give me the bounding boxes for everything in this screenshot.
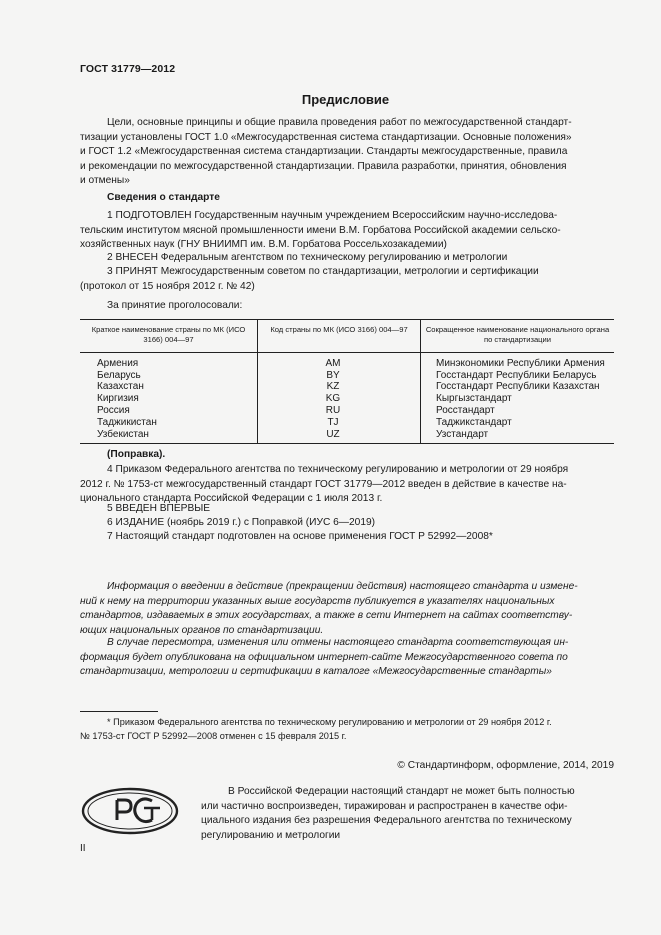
- revision-italic-paragraph: [80, 636, 615, 680]
- intro-line: и рекомендации по межгосударственной стандартизации. Правила разработки, принятия, обновления: [80, 160, 567, 172]
- header-country-code: Код страны по МК (ИСО 3166) 004—97: [258, 320, 421, 353]
- country-name-cell: Казахстан: [97, 381, 144, 393]
- country-code-cell: BY: [258, 370, 421, 382]
- voted-label: За принятие проголосовали:: [107, 300, 243, 311]
- country-name-cell: Беларусь: [97, 369, 141, 381]
- italic-line: Информация о введении в действие (прекращении действия) настоящего стандарта и измене-: [107, 581, 578, 592]
- item-3: [80, 265, 615, 294]
- footnote-line: № 1753-ст ГОСТ Р 52992—2008 отменен с 15 февраля 2015 г.: [80, 730, 347, 741]
- intro-line: и ГОСТ 1.2 «Межгосударственная система стандартизации. Стандарты межгосударственные, правила: [80, 146, 568, 158]
- info-italic-paragraph: [80, 580, 615, 638]
- country-code-cell: TJ: [258, 417, 421, 429]
- item-line: 2012 г. № 1753-ст межгосударственный стандарт ГОСТ 31779—2012 введен в действие в качестве на-: [80, 478, 567, 490]
- standard-code-header: ГОСТ 31779—2012: [80, 63, 176, 75]
- item-5: [80, 502, 615, 517]
- italic-line: В случае пересмотра, изменения или отмены настоящего стандарта соответствующая ин-: [107, 637, 569, 648]
- notice-line: циального издания без разрешения Федерального агентства по техническому: [201, 815, 572, 827]
- info-heading: Сведения о стандарте: [107, 192, 220, 203]
- item-line: 5 ВВЕДЕН ВПЕРВЫЕ: [107, 503, 211, 514]
- item-line: 1 ПОДГОТОВЛЕН Государственным научным учреждением Всероссийским научно-исследова-: [107, 210, 558, 221]
- country-code-cell: AM: [258, 352, 421, 369]
- standards-body-cell: Узстандарт: [421, 429, 615, 444]
- header-country-name: Краткое наименование страны по МК (ИСО 3166) 004—97: [80, 320, 258, 353]
- table-row: [80, 370, 614, 382]
- country-name-cell: Армения: [97, 357, 139, 369]
- table-row: [80, 405, 614, 417]
- table-row: [80, 352, 614, 369]
- intro-paragraph: [80, 116, 615, 189]
- footnote: [80, 716, 615, 743]
- footnote-separator: [80, 711, 158, 712]
- item-line: 7 Настоящий стандарт подготовлен на основе применения ГОСТ Р 52992—2008*: [107, 531, 493, 542]
- italic-line: стандартов, издаваемых в этих государствах, а также в сети Интернет на сайтах соответству-: [80, 610, 573, 622]
- item-1: [80, 209, 615, 253]
- reproduction-notice: [201, 785, 614, 843]
- country-name-cell: Россия: [97, 405, 130, 416]
- item-line: 6 ИЗДАНИЕ (ноябрь 2019 г.) с Поправкой (ИУС 6—2019): [107, 517, 376, 528]
- item-6: [80, 516, 615, 531]
- notice-line: или частично воспроизведен, тиражирован и распространен в качестве офи-: [201, 800, 568, 812]
- item-2: [80, 251, 615, 266]
- countries-table: [80, 319, 614, 444]
- intro-line: и отмены»: [80, 175, 130, 187]
- italic-line: стандартизации, метрологии и сертификации в каталоге «Межгосударственные стандарты»: [80, 666, 552, 678]
- amendment-note: (Поправка).: [107, 449, 166, 460]
- standards-body-cell: Госстандарт Республики Беларусь: [421, 370, 615, 382]
- intro-line: тизации установлены ГОСТ 1.0 «Межгосударственная система стандартизации. Основные положения»: [80, 131, 572, 143]
- country-name-cell: Узбекистан: [80, 429, 258, 444]
- item-line: ционального стандарта Российской Федерации с 1 июля 2013 г.: [80, 493, 383, 505]
- header-standards-body: Сокращенное наименование национального органа по стандартизации: [421, 320, 615, 353]
- country-name-cell: Киргизия: [97, 393, 139, 405]
- intro-line: Цели, основные принципы и общие правила проведения работ по межгосударственной стандарт-: [107, 117, 572, 128]
- standards-body-cell: Кыргызстандарт: [421, 393, 615, 405]
- italic-line: ющих национальных органов по стандартизации.: [80, 624, 324, 636]
- copyright-line: © Стандартинформ, оформление, 2014, 2019: [397, 760, 614, 771]
- item-line: (протокол от 15 ноября 2012 г. № 42): [80, 280, 255, 292]
- item-4: [80, 463, 615, 507]
- country-code-cell: KZ: [258, 381, 421, 393]
- table-row: [80, 393, 614, 405]
- country-code-cell: RU: [258, 405, 421, 417]
- footnote-line: * Приказом Федерального агентства по техническому регулированию и метрологии от 29 ноября 2012 г.: [107, 717, 552, 727]
- country-name-cell: Таджикистан: [97, 416, 157, 428]
- item-line: 4 Приказом Федерального агентства по техническому регулированию и метрологии от 29 ноября: [107, 464, 569, 475]
- country-code-cell: KG: [258, 393, 421, 405]
- notice-line: В Российской Федерации настоящий стандарт не может быть полностью: [228, 786, 575, 797]
- standards-body-cell: Госстандарт Республики Казахстан: [421, 381, 615, 393]
- notice-line: регулированию и метрологии: [201, 829, 341, 841]
- standards-body-cell: Росстандарт: [421, 405, 615, 417]
- item-7: [80, 530, 615, 545]
- table-header-row: [80, 320, 614, 353]
- table-row: [80, 429, 614, 444]
- table-row: [80, 417, 614, 429]
- standards-body-cell: Таджикстандарт: [421, 417, 615, 429]
- country-code-cell: UZ: [258, 429, 421, 444]
- table-row: [80, 381, 614, 393]
- page-title: Предисловие: [301, 92, 390, 107]
- item-line: 3 ПРИНЯТ Межгосударственным советом по стандартизации, метрологии и сертификации: [107, 266, 539, 277]
- page-number: II: [80, 843, 86, 854]
- gost-r-certification-logo: [80, 786, 180, 836]
- italic-line: ний к нему на территории указанных выше государств публикуется в указателях национальных: [80, 595, 555, 607]
- item-line: 2 ВНЕСЕН Федеральным агентством по техническому регулированию и метрологии: [107, 252, 508, 263]
- italic-line: формация будет опубликована на официальном интернет-сайте Межгосударственного совета по: [80, 651, 568, 663]
- standards-body-cell: Минэкономики Республики Армения: [421, 352, 615, 369]
- item-line: хозяйственных наук (ГНУ ВНИИМП им. В.М. Горбатова Россельхозакадемии): [80, 239, 447, 251]
- item-line: тельским институтом мясной промышленности имени В.М. Горбатова Российской академии сельско-: [80, 224, 561, 236]
